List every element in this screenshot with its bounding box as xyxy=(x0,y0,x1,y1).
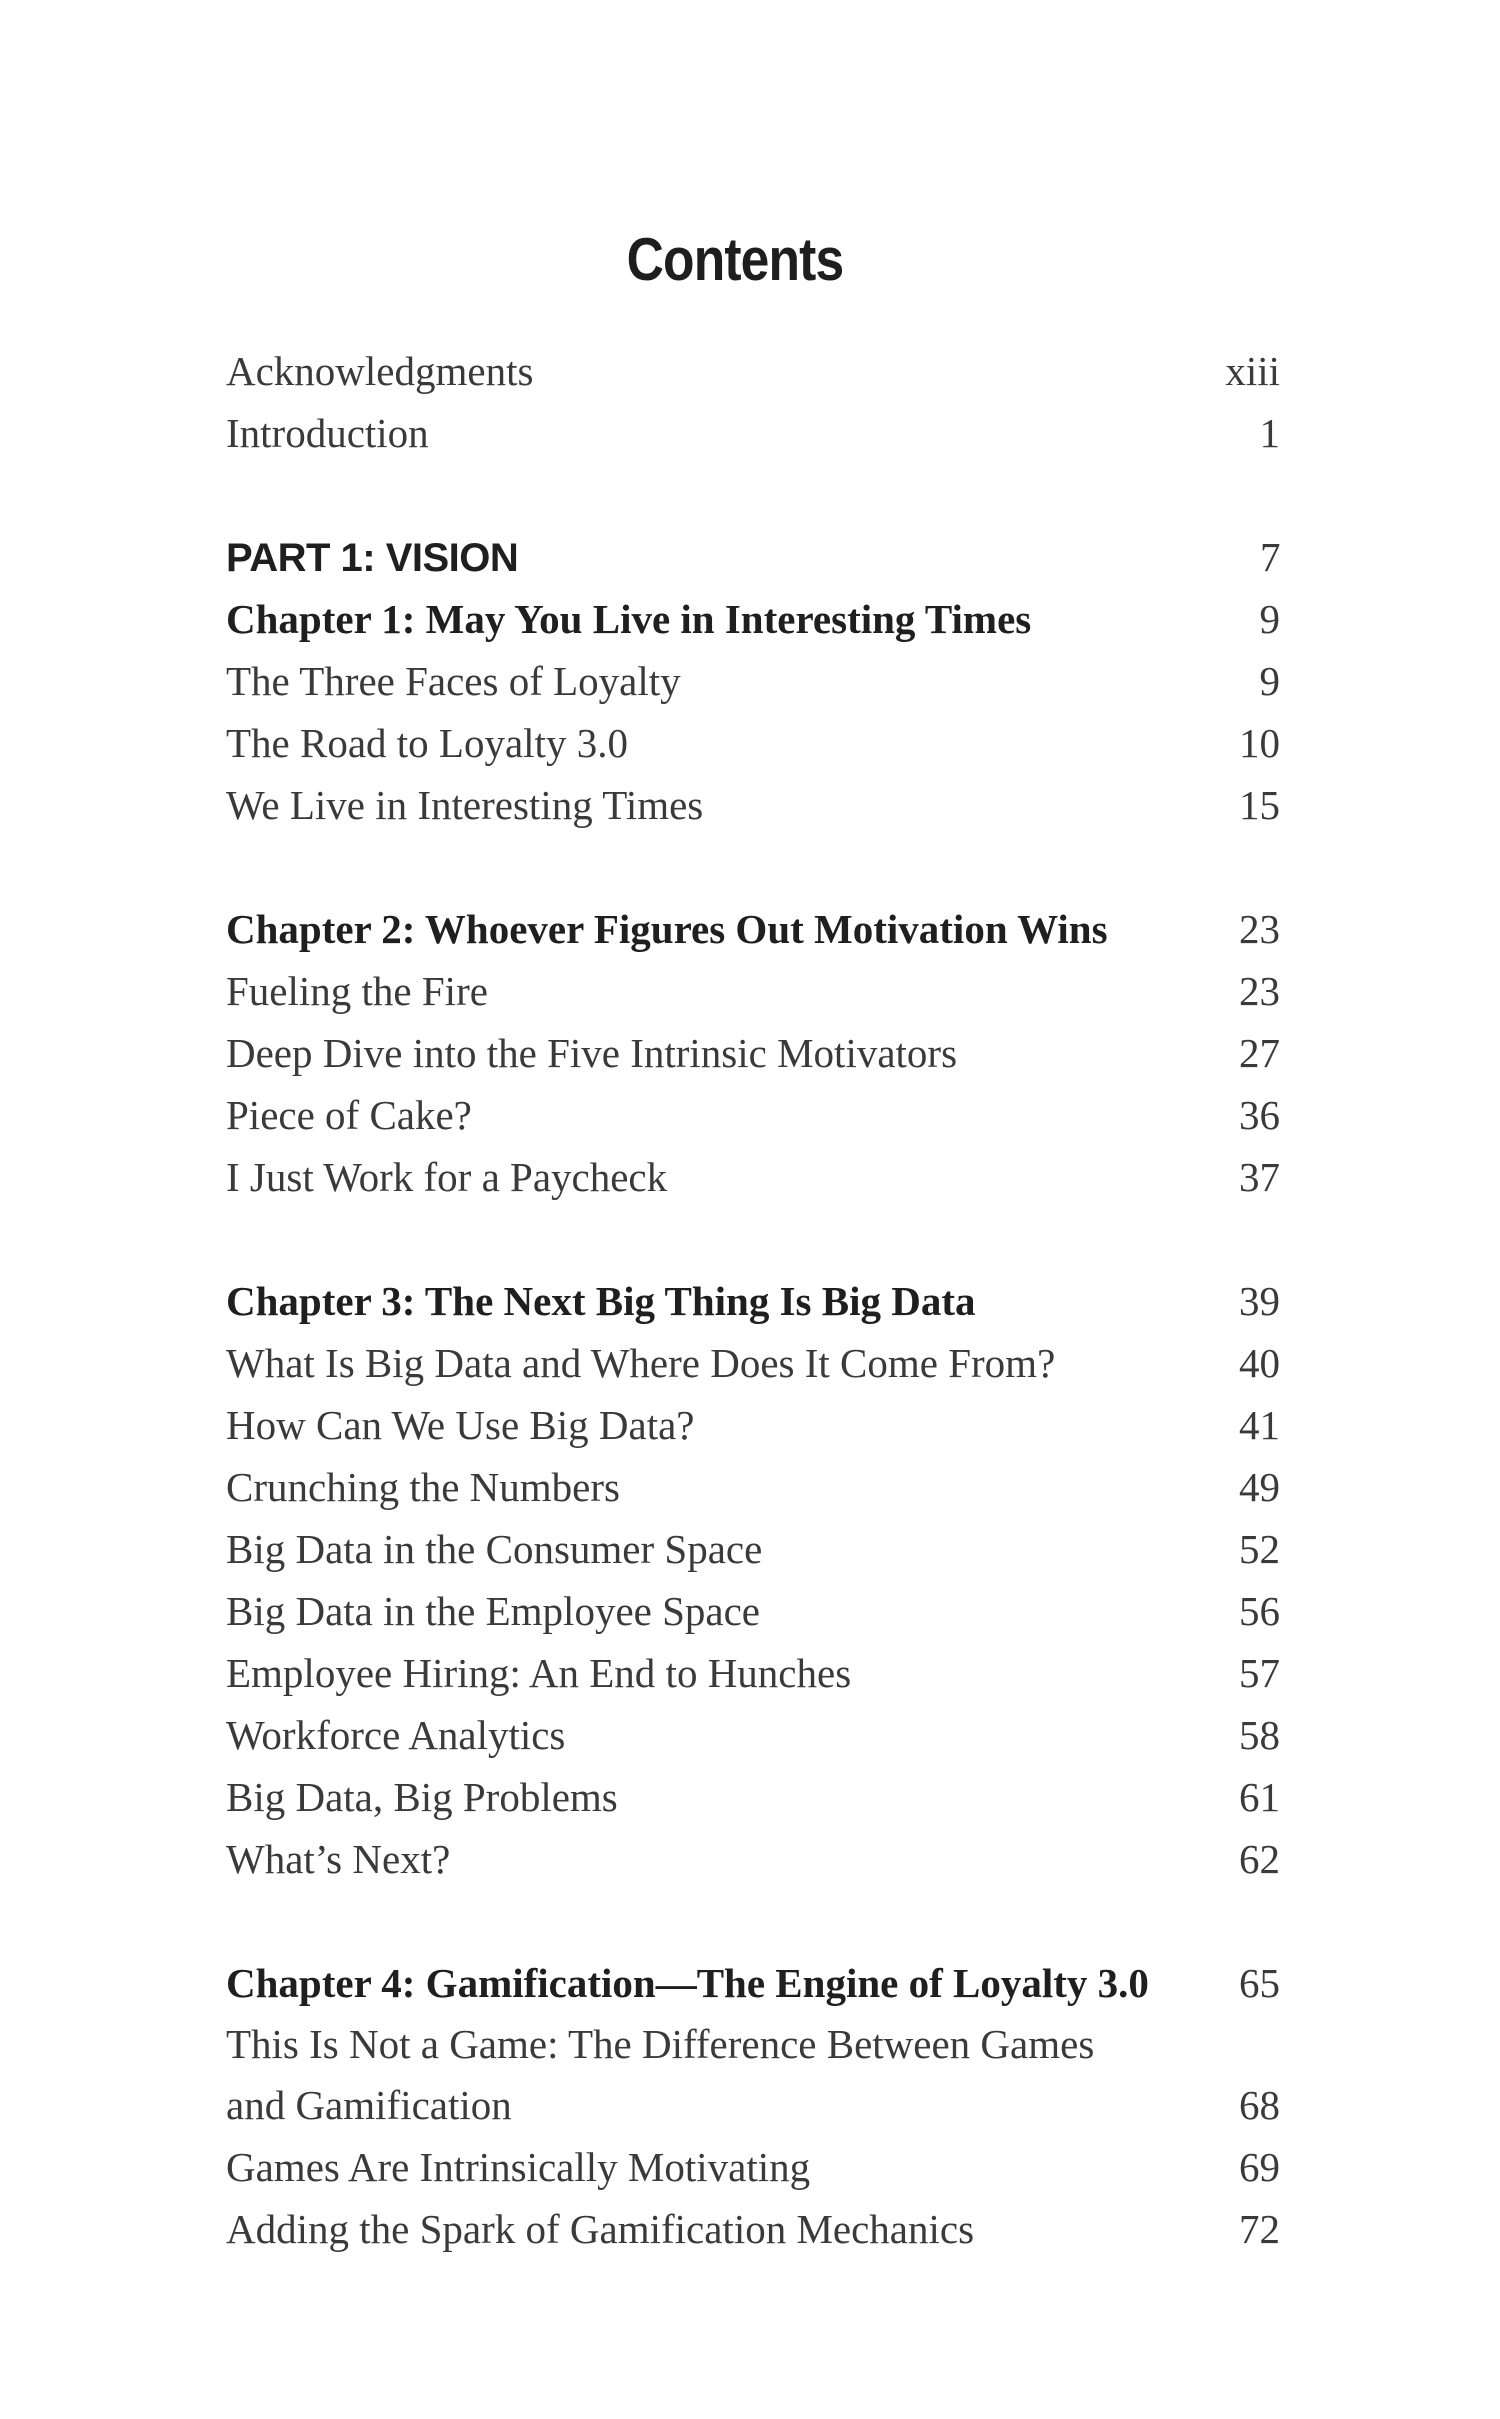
section-page: 36 xyxy=(1239,1092,1280,1138)
section-text: Big Data, Big Problems xyxy=(226,1774,618,1820)
toc-section xyxy=(226,1766,1286,1828)
section-page: 10 xyxy=(1239,720,1280,766)
toc-section-line1 xyxy=(226,2014,1286,2074)
section-page: 62 xyxy=(1239,1836,1280,1882)
toc-entry-acknowledgments xyxy=(226,340,1286,402)
section-page: 27 xyxy=(1239,1030,1280,1076)
toc-section xyxy=(226,960,1286,1022)
page-title: Contents xyxy=(626,226,844,293)
section-page: 72 xyxy=(1239,2206,1280,2252)
toc-section xyxy=(226,2198,1286,2260)
toc-section xyxy=(226,1022,1286,1084)
section-page: 37 xyxy=(1239,1154,1280,1200)
toc-entry-page: 1 xyxy=(1259,410,1280,456)
section-text: Crunching the Numbers xyxy=(226,1464,620,1510)
section-page: 68 xyxy=(1239,2082,1280,2128)
toc-section xyxy=(226,774,1286,836)
section-text: and Gamification xyxy=(226,2082,512,2128)
toc-part-heading xyxy=(226,526,1286,588)
section-text: Adding the Spark of Gamification Mechanics xyxy=(226,2206,975,2252)
section-text: What’s Next? xyxy=(226,1836,451,1882)
chapter-title: Chapter 1: May You Live in Interesting Times xyxy=(226,596,1032,642)
toc-entry-introduction xyxy=(226,402,1286,464)
spacer xyxy=(226,464,1286,526)
section-text: The Three Faces of Loyalty xyxy=(226,658,681,704)
chapter-page: 65 xyxy=(1239,1960,1280,2006)
toc-entry-text: Introduction xyxy=(226,410,429,456)
spacer xyxy=(226,1208,1286,1270)
section-page: 52 xyxy=(1239,1526,1280,1572)
part-page: 7 xyxy=(1260,534,1280,580)
toc-section xyxy=(226,650,1286,712)
toc-entry-text: Acknowledgments xyxy=(226,348,534,394)
chapter-title: Chapter 3: The Next Big Thing Is Big Data xyxy=(226,1278,976,1324)
toc-section xyxy=(226,1146,1286,1208)
section-text: I Just Work for a Paycheck xyxy=(226,1154,668,1200)
toc-section xyxy=(226,1394,1286,1456)
part-label: PART 1: VISION xyxy=(226,536,519,580)
section-text: Employee Hiring: An End to Hunches xyxy=(226,1650,852,1696)
section-page: 57 xyxy=(1239,1650,1280,1696)
section-page: 40 xyxy=(1239,1340,1280,1386)
chapter-page: 23 xyxy=(1239,906,1280,952)
toc-section xyxy=(226,2136,1286,2198)
toc-section-line2 xyxy=(226,2074,1286,2136)
chapter-title: Chapter 2: Whoever Figures Out Motivation Wins xyxy=(226,906,1108,952)
chapter-page: 9 xyxy=(1259,596,1280,642)
section-text: Big Data in the Employee Space xyxy=(226,1588,760,1634)
section-page: 41 xyxy=(1239,1402,1280,1448)
toc-section xyxy=(226,1580,1286,1642)
spacer xyxy=(226,1890,1286,1952)
toc-section xyxy=(226,1704,1286,1766)
section-page: 49 xyxy=(1239,1464,1280,1510)
section-page: 58 xyxy=(1239,1712,1280,1758)
section-page: 15 xyxy=(1239,782,1280,828)
chapter-title: Chapter 4: Gamification—The Engine of Loyalty 3.0 xyxy=(226,1960,1149,2006)
toc-entry-page: xiii xyxy=(1225,348,1280,394)
toc-section xyxy=(226,712,1286,774)
section-text: What Is Big Data and Where Does It Come From? xyxy=(226,1340,1056,1386)
section-text: The Road to Loyalty 3.0 xyxy=(226,720,628,766)
section-page: 9 xyxy=(1259,658,1280,704)
section-page: 23 xyxy=(1239,968,1280,1014)
section-text: We Live in Interesting Times xyxy=(226,782,704,828)
section-text: Piece of Cake? xyxy=(226,1092,472,1138)
toc-section xyxy=(226,1456,1286,1518)
section-page: 56 xyxy=(1239,1588,1280,1634)
toc-section xyxy=(226,1518,1286,1580)
table-of-contents xyxy=(226,340,1286,2260)
toc-section xyxy=(226,1332,1286,1394)
section-text: Big Data in the Consumer Space xyxy=(226,1526,763,1572)
section-page: 69 xyxy=(1239,2144,1280,2190)
toc-section xyxy=(226,1828,1286,1890)
section-text: Workforce Analytics xyxy=(226,1712,566,1758)
section-text: Deep Dive into the Five Intrinsic Motivators xyxy=(226,1030,958,1076)
toc-chapter-2 xyxy=(226,898,1286,960)
section-text: Games Are Intrinsically Motivating xyxy=(226,2144,811,2190)
section-page: 61 xyxy=(1239,1774,1280,1820)
toc-chapter-4 xyxy=(226,1952,1286,2014)
section-text: Fueling the Fire xyxy=(226,968,488,1014)
toc-chapter-1 xyxy=(226,588,1286,650)
spacer xyxy=(226,836,1286,898)
toc-section xyxy=(226,1642,1286,1704)
chapter-page: 39 xyxy=(1239,1278,1280,1324)
toc-section xyxy=(226,1084,1286,1146)
section-text: How Can We Use Big Data? xyxy=(226,1402,695,1448)
section-text: This Is Not a Game: The Difference Between Games xyxy=(226,2021,1095,2067)
toc-chapter-3 xyxy=(226,1270,1286,1332)
